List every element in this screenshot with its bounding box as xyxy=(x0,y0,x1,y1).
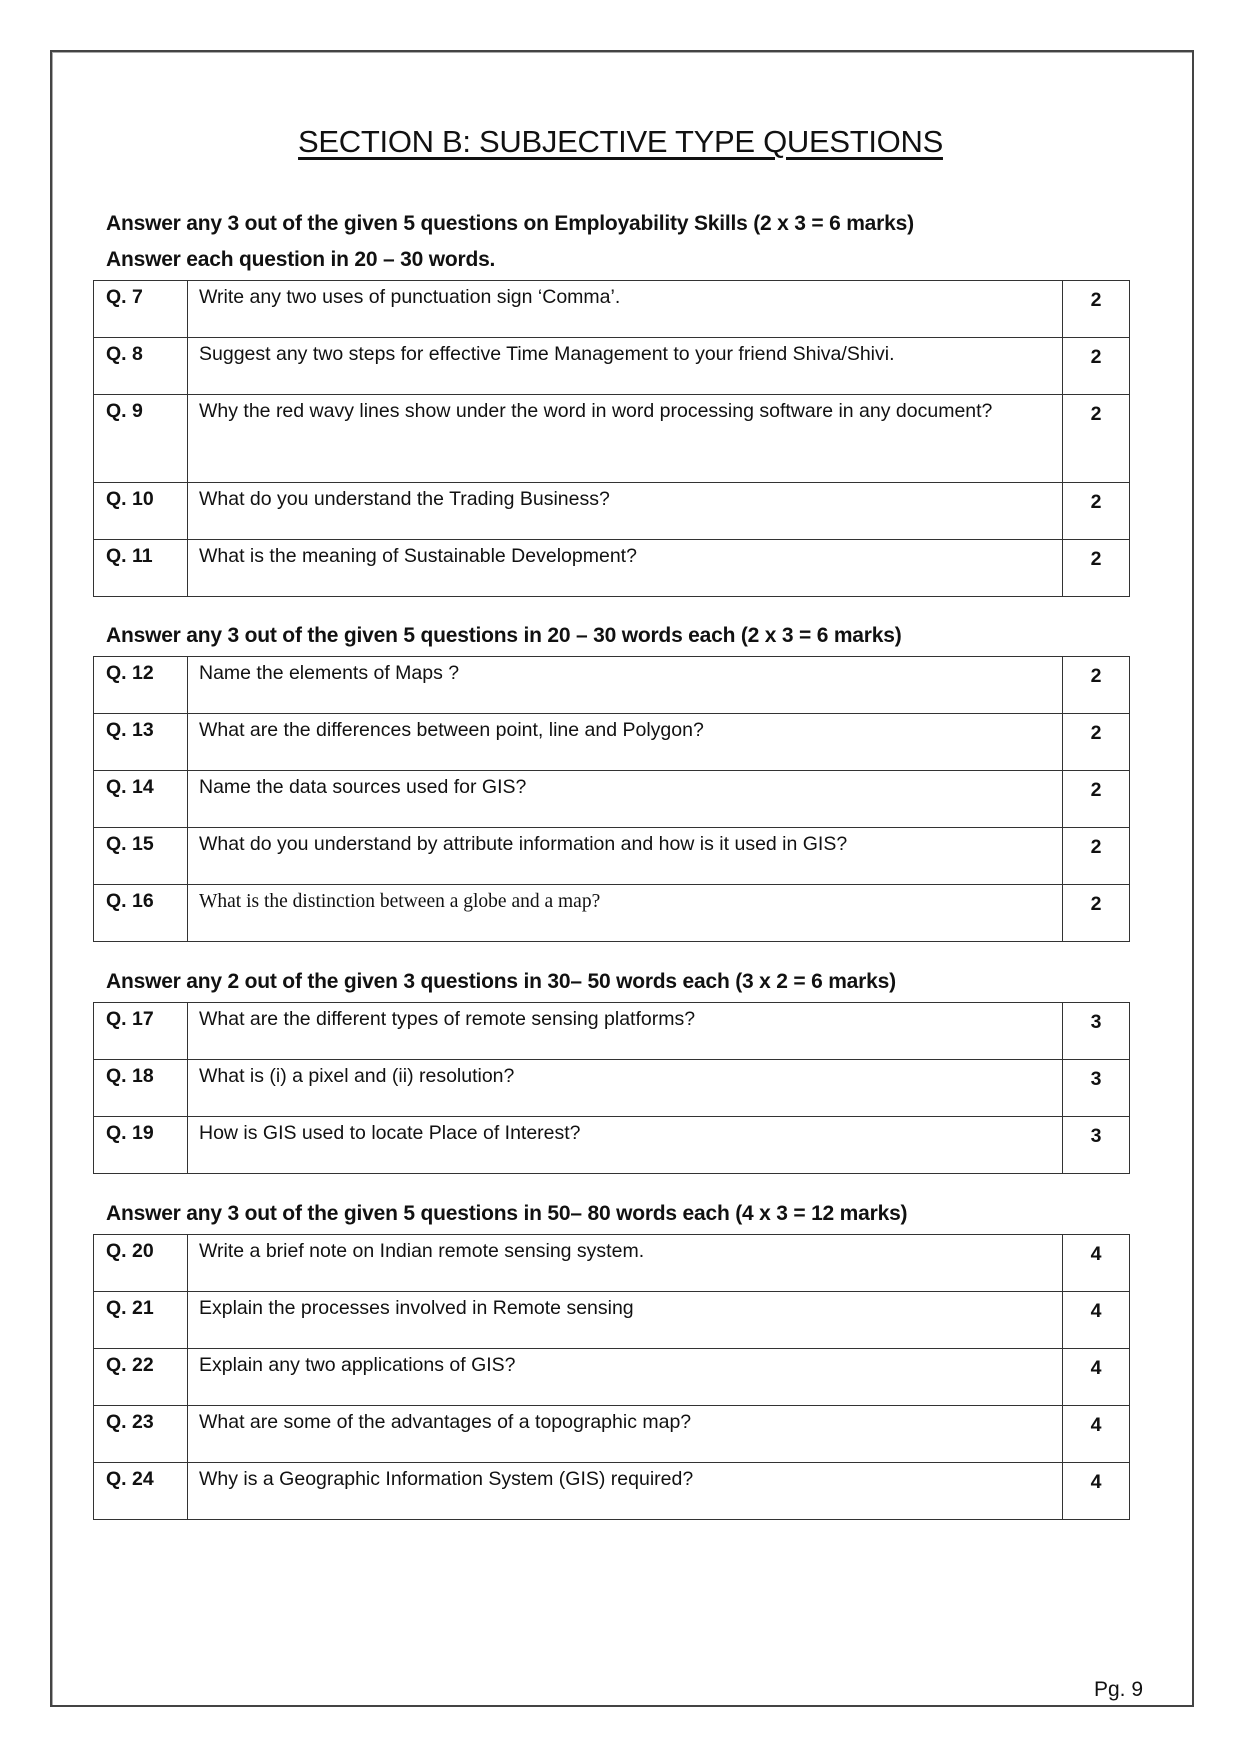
question-marks: 4 xyxy=(1063,1235,1130,1292)
table-row xyxy=(94,885,1130,942)
question-marks: 4 xyxy=(1063,1349,1130,1406)
question-marks: 2 xyxy=(1063,885,1130,942)
table-row xyxy=(94,1003,1130,1060)
table-row xyxy=(94,1235,1130,1292)
table-row xyxy=(94,1292,1130,1349)
section-4-heading: Answer any 3 out of the given 5 questions in 50– 80 words each (4 x 3 = 12 marks) xyxy=(106,1202,908,1225)
table-row xyxy=(94,338,1130,395)
question-number: Q. 13 xyxy=(94,714,188,771)
question-number: Q. 22 xyxy=(94,1349,188,1406)
question-number: Q. 17 xyxy=(94,1003,188,1060)
question-number: Q. 8 xyxy=(94,338,188,395)
question-number: Q. 12 xyxy=(94,657,188,714)
question-marks: 2 xyxy=(1063,540,1130,597)
question-text: Name the data sources used for GIS? xyxy=(188,771,1063,828)
question-number: Q. 19 xyxy=(94,1117,188,1174)
question-number: Q. 11 xyxy=(94,540,188,597)
table-row xyxy=(94,771,1130,828)
question-number: Q. 7 xyxy=(94,281,188,338)
table-row xyxy=(94,395,1130,483)
question-marks: 4 xyxy=(1063,1292,1130,1349)
question-number: Q. 15 xyxy=(94,828,188,885)
question-marks: 2 xyxy=(1063,395,1130,483)
question-text: What is the distinction between a globe and a map? xyxy=(188,885,1063,942)
section-4-table xyxy=(93,1234,1130,1520)
question-number: Q. 24 xyxy=(94,1463,188,1520)
question-text: What are the differences between point, line and Polygon? xyxy=(188,714,1063,771)
question-number: Q. 21 xyxy=(94,1292,188,1349)
question-text: What is (i) a pixel and (ii) resolution? xyxy=(188,1060,1063,1117)
table-row xyxy=(94,1349,1130,1406)
question-text: Suggest any two steps for effective Time Management to your friend Shiva/Shivi. xyxy=(188,338,1063,395)
question-marks: 2 xyxy=(1063,771,1130,828)
question-text: Why is a Geographic Information System (GIS) required? xyxy=(188,1463,1063,1520)
table-row xyxy=(94,1060,1130,1117)
section-1-heading: Answer any 3 out of the given 5 questions on Employability Skills (2 x 3 = 6 marks) xyxy=(106,212,914,235)
question-text: How is GIS used to locate Place of Interest? xyxy=(188,1117,1063,1174)
question-text: Write a brief note on Indian remote sensing system. xyxy=(188,1235,1063,1292)
question-marks: 4 xyxy=(1063,1406,1130,1463)
question-number: Q. 10 xyxy=(94,483,188,540)
question-marks: 2 xyxy=(1063,657,1130,714)
question-number: Q. 18 xyxy=(94,1060,188,1117)
section-3-heading: Answer any 2 out of the given 3 questions in 30– 50 words each (3 x 2 = 6 marks) xyxy=(106,970,896,993)
section-2-heading: Answer any 3 out of the given 5 questions in 20 – 30 words each (2 x 3 = 6 marks) xyxy=(106,624,902,647)
question-text: Name the elements of Maps ? xyxy=(188,657,1063,714)
table-row xyxy=(94,1406,1130,1463)
question-marks: 2 xyxy=(1063,714,1130,771)
section-1-subheading: Answer each question in 20 – 30 words. xyxy=(106,248,496,271)
section-1-table xyxy=(93,280,1130,597)
section-3-table xyxy=(93,1002,1130,1174)
question-marks: 4 xyxy=(1063,1463,1130,1520)
section-2-table xyxy=(93,656,1130,942)
table-row xyxy=(94,483,1130,540)
question-text: What are some of the advantages of a topographic map? xyxy=(188,1406,1063,1463)
question-number: Q. 9 xyxy=(94,395,188,483)
table-row xyxy=(94,657,1130,714)
question-marks: 3 xyxy=(1063,1060,1130,1117)
question-number: Q. 16 xyxy=(94,885,188,942)
section-title: SECTION B: SUBJECTIVE TYPE QUESTIONS xyxy=(298,124,943,159)
table-row xyxy=(94,828,1130,885)
question-text: Write any two uses of punctuation sign ‘Comma’. xyxy=(188,281,1063,338)
question-text: What do you understand the Trading Business? xyxy=(188,483,1063,540)
question-text: Explain the processes involved in Remote sensing xyxy=(188,1292,1063,1349)
question-number: Q. 14 xyxy=(94,771,188,828)
table-row xyxy=(94,714,1130,771)
table-row xyxy=(94,1463,1130,1520)
question-text: What is the meaning of Sustainable Development? xyxy=(188,540,1063,597)
table-row xyxy=(94,1117,1130,1174)
question-text: Why the red wavy lines show under the word in word processing software in any document? xyxy=(188,395,1063,483)
table-row xyxy=(94,540,1130,597)
page-number: Pg. 9 xyxy=(1094,1678,1144,1701)
question-number: Q. 20 xyxy=(94,1235,188,1292)
question-number: Q. 23 xyxy=(94,1406,188,1463)
question-text: Explain any two applications of GIS? xyxy=(188,1349,1063,1406)
question-marks: 2 xyxy=(1063,828,1130,885)
question-text: What are the different types of remote sensing platforms? xyxy=(188,1003,1063,1060)
table-row xyxy=(94,281,1130,338)
question-marks: 2 xyxy=(1063,338,1130,395)
question-marks: 2 xyxy=(1063,281,1130,338)
question-marks: 2 xyxy=(1063,483,1130,540)
question-marks: 3 xyxy=(1063,1117,1130,1174)
question-marks: 3 xyxy=(1063,1003,1130,1060)
question-text: What do you understand by attribute information and how is it used in GIS? xyxy=(188,828,1063,885)
